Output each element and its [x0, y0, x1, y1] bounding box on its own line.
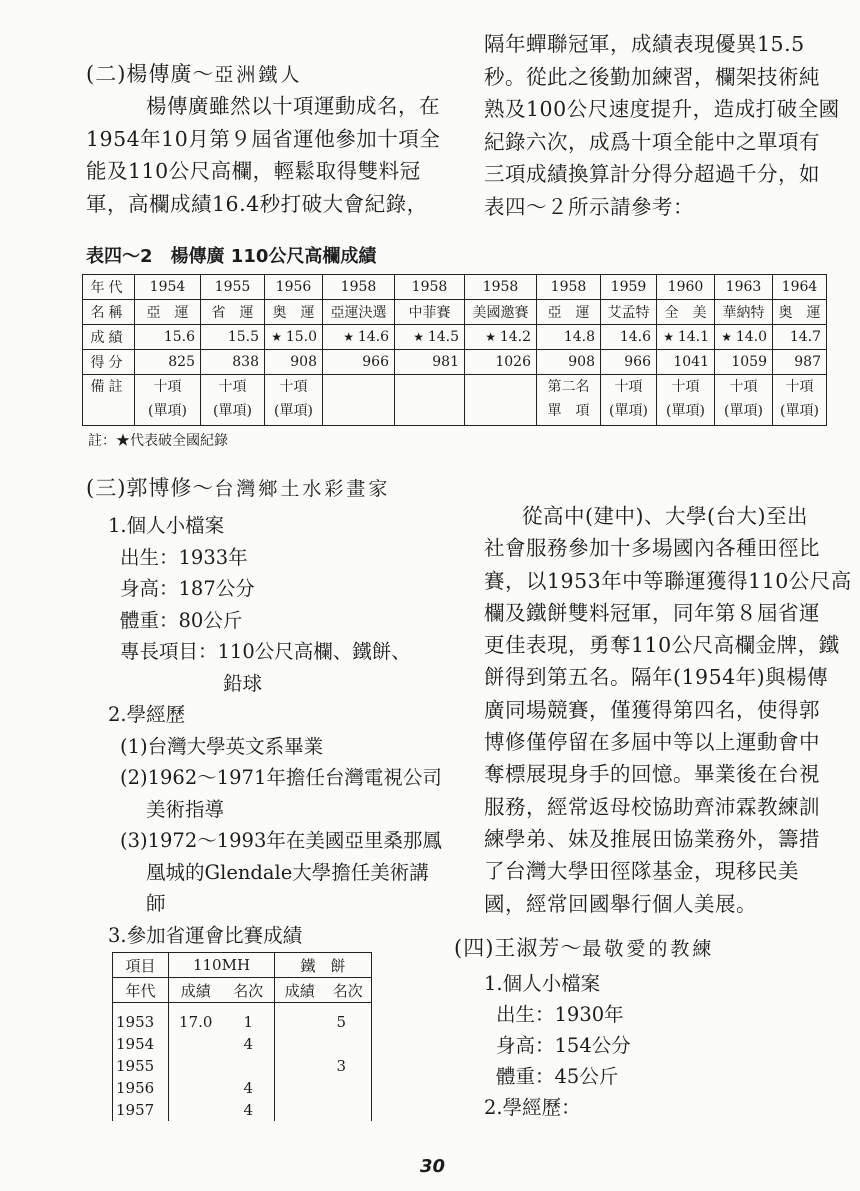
- education-item-cont: 美術指導: [146, 797, 225, 821]
- paragraph-line: 服務，經常返母校協助齊沛霖教練訓: [484, 794, 820, 819]
- table-cell: [601, 375, 657, 426]
- header-discus: 鐵 餅: [275, 953, 372, 978]
- remark-line: 十項: [218, 379, 247, 395]
- paragraph-line: 賽，以1953年中等聯運獲得110公尺高: [484, 568, 852, 593]
- table-cell: [465, 325, 537, 350]
- paragraph-line: 能及110公尺高欄，輕鬆取得雙料冠: [86, 159, 421, 183]
- remark-line: (單項): [609, 403, 648, 419]
- table1-note: 註：★代表破全國紀錄: [88, 433, 228, 449]
- paragraph-line: 更佳表現，勇奪110公尺高欄金牌，鐵: [484, 633, 840, 658]
- table-cell: 奥 運: [265, 300, 323, 325]
- header-result: 成績: [275, 978, 325, 1003]
- table-cell: 中菲賽: [395, 300, 465, 325]
- remark-line: 單 項: [547, 403, 590, 419]
- table-cell: 奥 運: [773, 300, 827, 325]
- paragraph-line: 秒。從此之後勤加練習，欄架技術純: [484, 64, 820, 89]
- table-cell: [773, 375, 827, 426]
- section2-title: (二)楊傳廣～亞洲鐵人: [86, 62, 303, 86]
- record-star-icon: ★: [271, 330, 286, 344]
- result-value: 15.5: [227, 329, 259, 345]
- table-row-score: [83, 350, 827, 375]
- profile-born: 出生：1933年: [120, 545, 248, 569]
- table-cell: 1959: [601, 275, 657, 300]
- table-cell: 987: [773, 350, 827, 375]
- row-year: 1957: [113, 1099, 169, 1121]
- profile-height: 身高：187公分: [120, 577, 255, 600]
- section4-title: (四)王淑芳～最敬愛的教練: [454, 936, 715, 960]
- paragraph-line: 博修僅停留在多屆中等以上運動會中: [484, 730, 820, 755]
- table-cell: 825: [135, 350, 201, 375]
- row-label: 備註: [83, 375, 135, 426]
- row-year: 1956: [113, 1077, 169, 1099]
- profile-heading: 1.個人小檔案: [484, 972, 601, 995]
- cell-discus-result: [275, 1033, 325, 1055]
- table-cell: 1960: [657, 275, 715, 300]
- table-cell: 1954: [135, 275, 201, 300]
- remark-line: (單項): [724, 403, 763, 419]
- result-value: 14.6: [357, 329, 389, 345]
- paragraph-line: 奪標展現身手的回憶。畢業後在台視: [484, 762, 820, 787]
- table-cell: 966: [323, 350, 395, 375]
- profile-specialty: 專長項目：110公尺高欄、鐵餅、: [120, 640, 411, 663]
- table-cell: [773, 325, 827, 350]
- table-cell: 省 運: [201, 300, 265, 325]
- paragraph-line: 練學弟、妹及推展田協業務外，籌措: [484, 826, 820, 851]
- row-label: 名稱: [83, 300, 135, 325]
- remark-line: 十項: [614, 379, 643, 395]
- table1-caption: 表四～2 楊傳廣 110公尺高欄成績: [86, 246, 377, 267]
- cell-mh-rank: 4: [223, 1077, 275, 1099]
- paragraph-line: 三項成績換算計分得分超過千分，如: [484, 162, 820, 186]
- section2-right-paragraph: [484, 28, 840, 223]
- result-value: 14.0: [735, 329, 767, 345]
- paragraph-line: 隔年蟬聯冠軍，成績表現優異15.5: [484, 32, 805, 56]
- profile-height: 身高：154公分: [496, 1034, 631, 1057]
- table-cell: [657, 375, 715, 426]
- table-row: [113, 1055, 372, 1077]
- cell-mh-rank: 4: [223, 1099, 275, 1121]
- section4-profile: [484, 968, 631, 1123]
- cell-discus-result: [275, 1077, 325, 1099]
- header-110mh: 110MH: [169, 953, 275, 978]
- cell-mh-rank: 1: [223, 1011, 275, 1033]
- table-row-name: [83, 300, 827, 325]
- remark-line: (單項): [213, 403, 252, 419]
- paragraph-line: 紀錄六次，成爲十項全能中之單項有: [484, 129, 820, 154]
- cell-discus-rank: [325, 1099, 372, 1121]
- cell-mh-rank: [223, 1055, 275, 1077]
- table-cell: 966: [601, 350, 657, 375]
- table-header-row: [113, 953, 372, 978]
- record-star-icon: ★: [413, 330, 428, 344]
- table-cell: [201, 325, 265, 350]
- table-cell: 981: [395, 350, 465, 375]
- remark-line: 十項: [279, 379, 308, 395]
- table-cell: 1041: [657, 350, 715, 375]
- table-cell: 1958: [537, 275, 601, 300]
- table-cell: [265, 325, 323, 350]
- record-star-icon: ★: [721, 330, 736, 344]
- cell-discus-result: [275, 1011, 325, 1033]
- education-item: (2)1962～1971年擔任台灣電視公司: [120, 766, 442, 789]
- section3-profile: [108, 510, 442, 951]
- table-cell: [201, 375, 265, 426]
- remark-line: 第二名: [547, 379, 590, 395]
- paragraph-line: 了台灣大學田徑隊基金，現移民美: [484, 859, 799, 884]
- result-value: 15.6: [163, 329, 195, 345]
- result-value: 14.8: [563, 329, 595, 345]
- header-year: 年代: [113, 978, 169, 1003]
- table-cell: 908: [265, 350, 323, 375]
- paragraph-line: 楊傳廣雖然以十項運動成名，在: [146, 94, 440, 118]
- paragraph-line: 熟及100公尺速度提升，造成打破全國: [484, 97, 840, 121]
- cell-discus-result: [275, 1099, 325, 1121]
- paragraph-line: 表四～２所示請參考：: [484, 194, 694, 219]
- education-item-cont: 凰城的Glendale大學擔任美術講: [146, 860, 429, 884]
- results-heading: 3.參加省運會比賽成績: [108, 923, 303, 947]
- cell-discus-rank: 3: [336, 1057, 347, 1075]
- paragraph-line: 軍，高欄成績16.4秒打破大會紀錄，: [86, 191, 428, 216]
- paragraph-line: 欄及鐵餅雙料冠軍，同年第８屆省運: [484, 600, 820, 625]
- table-cell: 1963: [715, 275, 773, 300]
- education-item: (3)1972～1993年在美國亞里桑那鳳: [120, 829, 442, 852]
- result-value: 14.1: [677, 329, 709, 345]
- table-cell: [323, 375, 395, 426]
- table-cell: 亞運決選: [323, 300, 395, 325]
- cell-mh-result: [169, 1077, 223, 1099]
- section3-title: (三)郭博修～台灣鄉土水彩畫家: [86, 476, 391, 500]
- header-item: 項目: [113, 953, 169, 978]
- profile-specialty-cont: 鉛球: [223, 671, 263, 695]
- result-value: 14.5: [427, 329, 459, 345]
- table-cell: 838: [201, 350, 265, 375]
- cell-mh-rank: 4: [223, 1033, 275, 1055]
- education-item: (1)台灣大學英文系畢業: [120, 734, 324, 758]
- table-row: [113, 1011, 372, 1033]
- table-row: [113, 1077, 372, 1099]
- record-star-icon: ★: [343, 330, 358, 344]
- table-cell: [601, 325, 657, 350]
- remark-line: (單項): [274, 403, 313, 419]
- cell-discus-rank: [325, 1077, 372, 1099]
- remark-line: (單項): [780, 403, 819, 419]
- table-cell: 艾孟特: [601, 300, 657, 325]
- table-cell: 1958: [465, 275, 537, 300]
- education-item-cont: 師: [146, 892, 166, 915]
- table-cell: [537, 375, 601, 426]
- table-cell: [537, 325, 601, 350]
- remark-line: 十項: [729, 379, 758, 395]
- table-cell: [135, 325, 201, 350]
- table-cell: [395, 375, 465, 426]
- remark-line: (單項): [666, 403, 705, 419]
- cell-discus-result: [275, 1055, 325, 1077]
- paragraph-line: 廣同場競賽，僅獲得第四名，使得郭: [484, 697, 820, 722]
- record-star-icon: ★: [485, 330, 500, 344]
- paragraph-line: 從高中(建中)、大學(台大)至出: [522, 504, 808, 528]
- paragraph-line: 1954年10月第９屆省運他參加十項全: [86, 126, 441, 151]
- table-cell: 908: [537, 350, 601, 375]
- table-cell: 全 美: [657, 300, 715, 325]
- table-cell: 美國邀賽: [465, 300, 537, 325]
- paragraph-line: 餅得到第五名。隔年(1954年)與楊傳: [484, 665, 829, 690]
- table-cell: 1958: [395, 275, 465, 300]
- cell-mh-result: [169, 1099, 223, 1121]
- cell-mh-result: [169, 1033, 223, 1055]
- section2-left-paragraph: [86, 90, 441, 220]
- table-cell: [395, 325, 465, 350]
- table-cell: 1956: [265, 275, 323, 300]
- header-rank: 名次: [223, 978, 275, 1003]
- education-heading: 2.學經歷：: [484, 1096, 581, 1119]
- remark-line: 十項: [785, 379, 814, 395]
- table-cell: [465, 375, 537, 426]
- row-label: 年代: [83, 275, 135, 300]
- table-row: [113, 1033, 372, 1055]
- paragraph-line: 社會服務參加十多場國內各種田徑比: [484, 536, 820, 561]
- table-cell: 亞 運: [537, 300, 601, 325]
- table-cell: 1059: [715, 350, 773, 375]
- cell-mh-result: 17.0: [179, 1013, 213, 1031]
- table-cell: [657, 325, 715, 350]
- hurdles-results-table: [82, 274, 827, 426]
- table-header-row: [113, 978, 372, 1003]
- result-value: 14.2: [499, 329, 531, 345]
- table-cell: [323, 325, 395, 350]
- row-year: 1955: [113, 1055, 169, 1077]
- remark-line: (單項): [148, 403, 187, 419]
- table-row-year: [83, 275, 827, 300]
- page-number: 30: [420, 1156, 446, 1177]
- paragraph-line: 國，經常回國舉行個人美展。: [484, 891, 757, 916]
- table-cell: 亞 運: [135, 300, 201, 325]
- profile-weight: 體重：45公斤: [496, 1065, 619, 1088]
- education-heading: 2.學經歷: [108, 703, 186, 726]
- table-cell: 1955: [201, 275, 265, 300]
- header-rank: 名次: [325, 978, 372, 1003]
- result-value: 15.0: [285, 329, 317, 345]
- table-cell: 1958: [323, 275, 395, 300]
- table-cell: [135, 375, 201, 426]
- table-cell: 1964: [773, 275, 827, 300]
- profile-born: 出生：1930年: [496, 1003, 624, 1026]
- result-value: 14.7: [789, 329, 821, 345]
- table-cell: 華納特: [715, 300, 773, 325]
- table-row-remark: [83, 375, 827, 426]
- header-result: 成績: [169, 978, 223, 1003]
- row-year: 1954: [113, 1033, 169, 1055]
- table-cell: [715, 325, 773, 350]
- table-cell: 1026: [465, 350, 537, 375]
- remark-line: 十項: [153, 379, 182, 395]
- table-row-result: [83, 325, 827, 350]
- cell-discus-rank: 5: [336, 1013, 347, 1031]
- profile-weight: 體重：80公斤: [120, 608, 243, 632]
- section3-right-paragraph: [484, 500, 852, 920]
- remark-line: 十項: [671, 379, 700, 395]
- row-year: 1953: [113, 1011, 169, 1033]
- result-value: 14.6: [619, 329, 651, 345]
- table-cell: [715, 375, 773, 426]
- row-label: 成績: [83, 325, 135, 350]
- table-cell: [265, 375, 323, 426]
- cell-discus-rank: [325, 1033, 372, 1055]
- record-star-icon: ★: [663, 330, 678, 344]
- table-row: [113, 1099, 372, 1121]
- provincial-games-results-table: [112, 952, 372, 1121]
- row-label: 得分: [83, 350, 135, 375]
- cell-mh-result: [169, 1055, 223, 1077]
- profile-heading: 1.個人小檔案: [108, 514, 225, 537]
